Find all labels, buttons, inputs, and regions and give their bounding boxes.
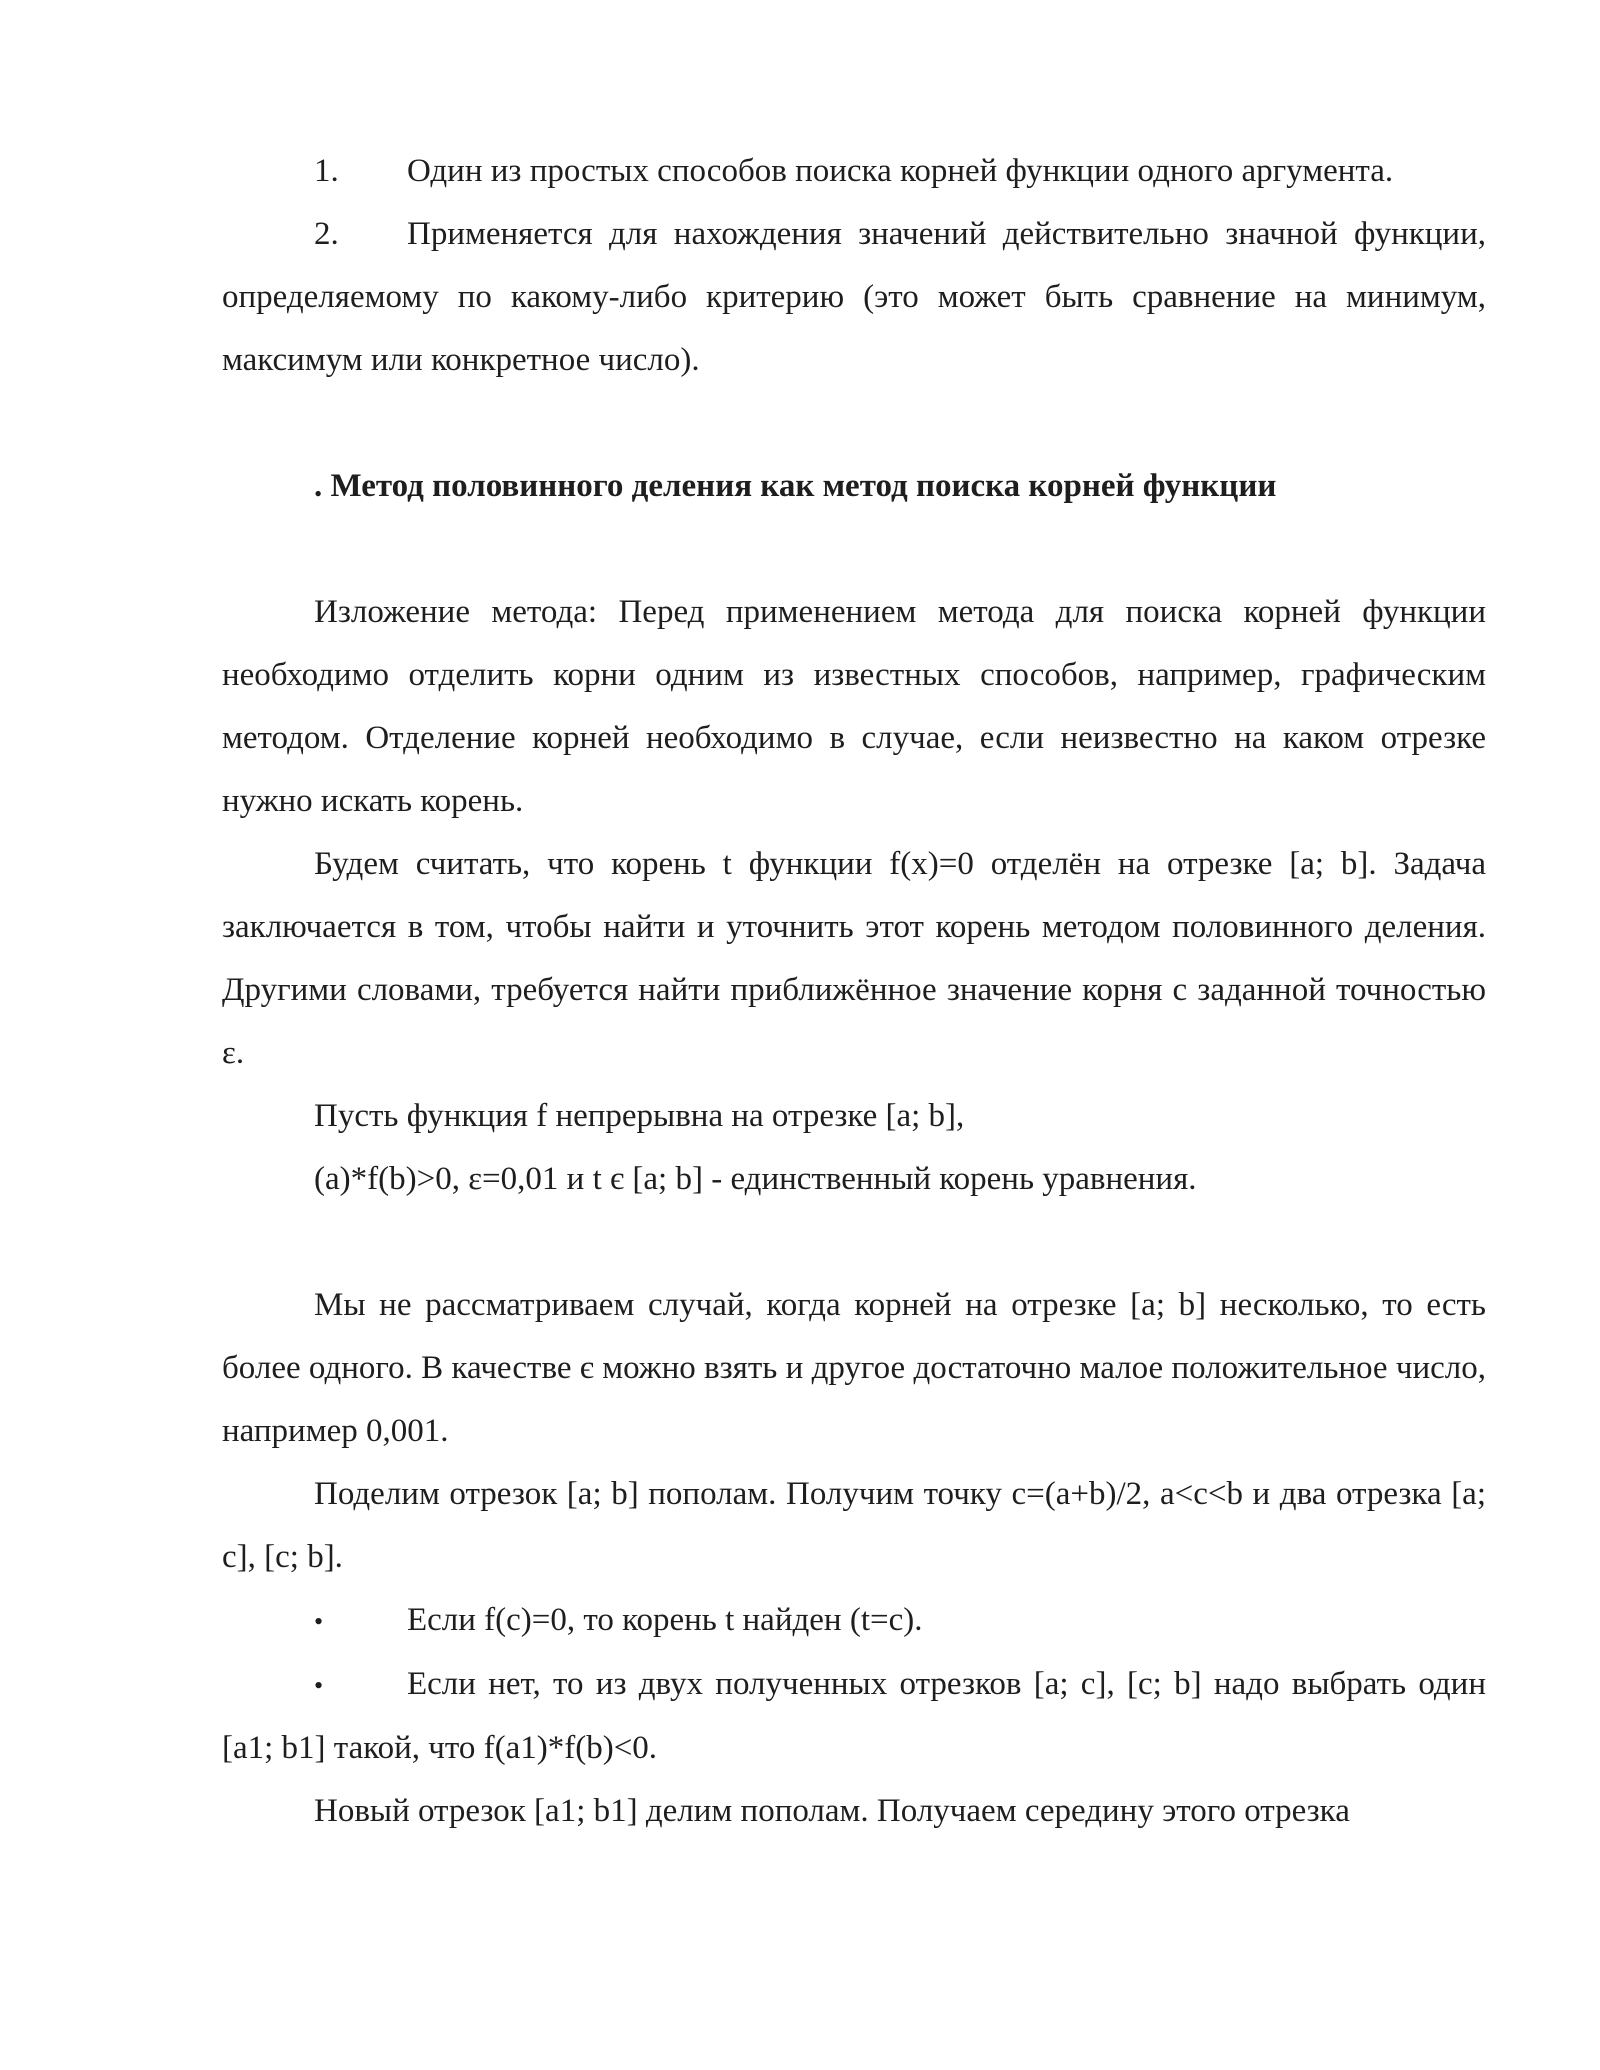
paragraph: Изложение метода: Перед применением метода для поиска корней функции необходимо отделить корни одним из известных способов, например, графическим методом. Отделение корней необходимо в случае, если неизвестно на каком отрезке нужно искать корень.	[222, 594, 1486, 819]
bullet-icon: •	[314, 1671, 324, 1700]
list-item-text: Один из простых способов поиска корней функции одного аргумента.	[407, 153, 1394, 189]
blank-line	[222, 392, 1486, 455]
paragraph: Новый отрезок [a1; b1] делим пополам. Получаем середину этого отрезка	[314, 1793, 1350, 1829]
list-number: 1.	[314, 153, 339, 189]
bullet-item-text: Если f(c)=0, то корень t найден (t=c).	[407, 1602, 923, 1638]
paragraph: (a)*f(b)>0, ε=0,01 и t є [a; b] - единственный корень уравнения.	[314, 1161, 1197, 1197]
bullet-icon: •	[314, 1607, 324, 1636]
list-item-text: Применяется для нахождения значений действительно значной функции, определяемому по какому-либо критерию (это может быть сравнение на минимум, максимум или конкретное число).	[222, 216, 1486, 378]
bullet-item	[222, 1653, 1486, 1780]
paragraph: Пусть функция f непрерывна на отрезке [a; b],	[314, 1098, 965, 1134]
section-heading: . Метод половинного деления как метод поиска корней функции	[314, 468, 1277, 504]
list-item	[222, 203, 1486, 392]
paragraph: Поделим отрезок [a; b] пополам. Получим точку c=(a+b)/2, a<c<b и два отрезка [a; c], [c; b].	[222, 1476, 1486, 1575]
list-number: 2.	[314, 216, 339, 252]
blank-line	[222, 518, 1486, 581]
bullet-item	[222, 1589, 1486, 1653]
bullet-item-text: Если нет, то из двух полученных отрезков [a; c], [c; b] надо выбрать один [a1; b1] такой, что f(a1)*f(b)<0.	[222, 1666, 1486, 1766]
paragraph: Будем считать, что корень t функции f(x)=0 отделён на отрезке [a; b]. Задача заключается в том, чтобы найти и уточнить этот корень методом половинного деления. Другими словами, требуется найти приближённое значение корня с заданной точностью ε.	[222, 846, 1486, 1071]
blank-line	[222, 1211, 1486, 1274]
list-item	[222, 140, 1486, 203]
paragraph: Мы не рассматриваем случай, когда корней на отрезке [a; b] несколько, то есть более одного. В качестве є можно взять и другое достаточно малое положительное число, например 0,001.	[222, 1287, 1486, 1449]
document-body	[222, 140, 1486, 1843]
